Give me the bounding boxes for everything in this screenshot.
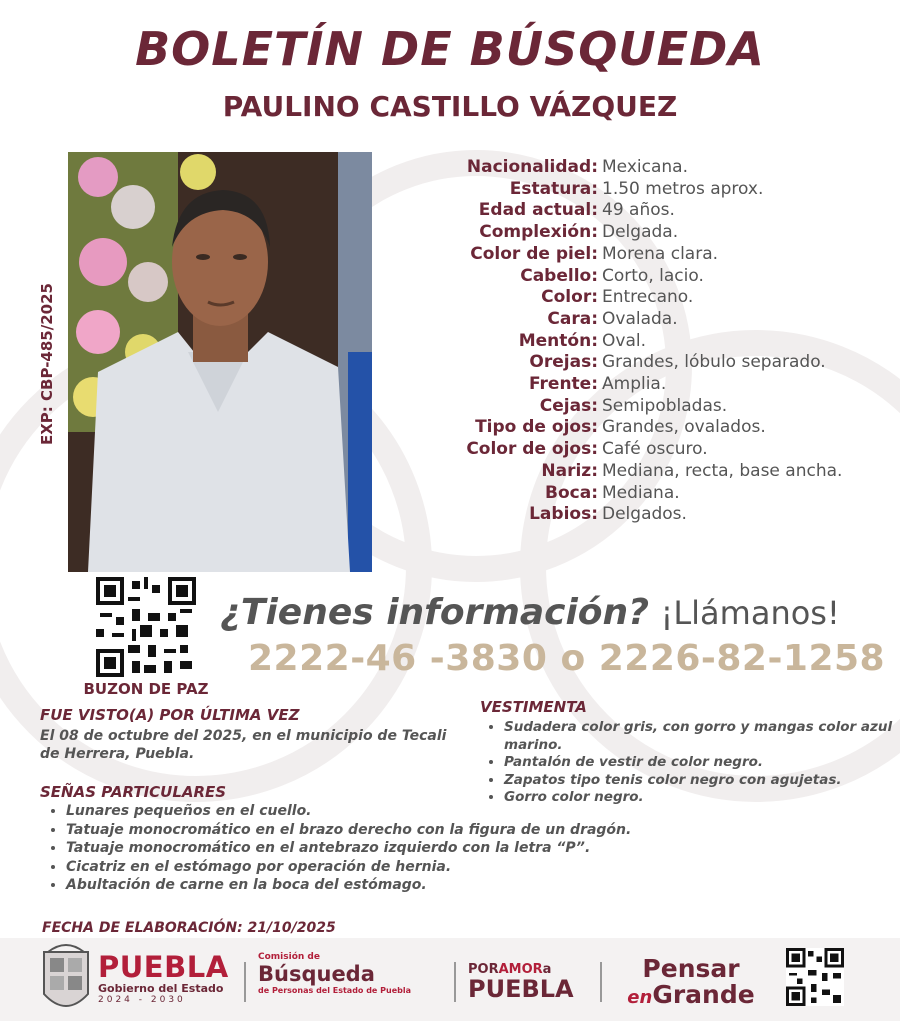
por-text: POR — [468, 962, 499, 977]
attribute-label: Estatura: — [509, 178, 598, 199]
busqueda-label: Búsqueda — [258, 962, 375, 986]
contact-question — [220, 592, 840, 633]
attribute-row — [420, 352, 890, 374]
state-seal-icon — [40, 942, 92, 1018]
puebla-text: PUEBLA — [468, 975, 574, 1003]
attribute-row — [420, 266, 890, 288]
personas-label: de Personas del Estado de Puebla — [258, 986, 411, 995]
attribute-label: Cejas: — [539, 395, 598, 416]
comision-busqueda-logo — [258, 952, 448, 995]
attribute-value: Semipobladas. — [602, 395, 728, 416]
attribute-value: Ovalada. — [602, 308, 678, 329]
attribute-value: Mediana, recta, base ancha. — [602, 460, 843, 481]
attribute-row — [420, 396, 890, 418]
attribute-label: Nariz: — [541, 460, 598, 481]
clothing-list — [482, 719, 900, 807]
attribute-row — [420, 157, 890, 179]
comision-label: Comisión de — [258, 952, 320, 962]
attribute-label: Complexión: — [479, 222, 598, 243]
attribute-row — [420, 287, 890, 309]
mark-item: • Abultación de carne en la boca del estómago. — [66, 876, 786, 895]
attribute-label: Cara: — [547, 308, 598, 329]
attribute-value: Oval. — [602, 330, 646, 351]
en-text: en — [627, 987, 653, 1008]
pensar-text: Pensar — [642, 954, 740, 983]
attribute-value: Morena clara. — [602, 243, 719, 264]
attribute-label: Edad actual: — [478, 200, 598, 221]
attribute-value: Mexicana. — [602, 157, 688, 177]
attribute-label: Mentón: — [518, 330, 598, 351]
clothing-item: • Zapatos tipo tenis color negro con agujetas. — [504, 772, 900, 790]
attribute-value: 1.50 metros aprox. — [602, 178, 764, 199]
physical-description — [420, 157, 890, 526]
attribute-row — [420, 179, 890, 201]
call-text: ¡Llámanos! — [660, 594, 840, 632]
attribute-value: Grandes, ovalados. — [602, 417, 766, 438]
attribute-row — [420, 374, 890, 396]
grande-text: Grande — [652, 980, 755, 1009]
attribute-label: Color: — [541, 287, 598, 308]
attribute-row — [420, 483, 890, 505]
footer-divider — [600, 962, 602, 1002]
por-amor-a-puebla-logo — [468, 962, 588, 1001]
years-label: 2024 - 2030 — [98, 995, 186, 1005]
mark-item: • Cicatriz en el estómago por operación de hernia. — [66, 858, 786, 877]
pensar-en-grande-logo — [616, 956, 766, 1011]
mark-item: • Tatuaje monocromático en el brazo derecho con la figura de un dragón. — [66, 821, 786, 840]
attribute-row — [420, 244, 890, 266]
mark-item: • Lunares pequeños en el cuello. — [66, 802, 786, 821]
phone-2[interactable]: 2226-82-1258 — [598, 638, 886, 679]
mark-item: • Tatuaje monocromático en el antebrazo izquierdo con la letra “P”. — [66, 839, 786, 858]
attribute-value: 49 años. — [602, 200, 675, 221]
buzon-qr-code[interactable] — [96, 577, 196, 677]
phone-numbers — [248, 638, 885, 679]
attribute-row — [420, 222, 890, 244]
elaboration-date: FECHA DE ELABORACIÓN: 21/10/2025 — [42, 920, 336, 936]
attribute-value: Grandes, lóbulo separado. — [602, 352, 826, 373]
attribute-value: Mediana. — [602, 482, 680, 503]
attribute-label: Cabello: — [520, 265, 598, 286]
attribute-label: Nacionalidad: — [466, 157, 598, 177]
clothing-title: VESTIMENTA — [480, 698, 587, 716]
attribute-row — [420, 439, 890, 461]
last-seen-text: El 08 de octubre del 2025, en el municipio de Tecali de Herrera, Puebla. — [40, 728, 447, 762]
attribute-row — [420, 461, 890, 483]
attribute-row — [420, 417, 890, 439]
attribute-value: Delgados. — [602, 504, 687, 525]
buzon-label: BUZON DE PAZ — [83, 680, 209, 698]
gobierno-label: Gobierno del Estado — [98, 982, 224, 995]
attribute-row — [420, 200, 890, 222]
missing-person-name: PAULINO CASTILLO VÁZQUEZ — [222, 90, 678, 123]
clothing-item: • Pantalón de vestir de color negro. — [504, 754, 900, 772]
footer-divider — [454, 962, 456, 1002]
attribute-value: Amplia. — [602, 374, 667, 395]
phone-1[interactable]: 2222-46 -3830 — [248, 638, 548, 679]
phone-separator: o — [560, 638, 586, 679]
attribute-label: Orejas: — [529, 352, 598, 373]
question-text: ¿Tienes información? — [220, 592, 650, 633]
attribute-label: Color de piel: — [470, 243, 598, 264]
gobierno-puebla-logo — [98, 952, 232, 1005]
a-text: a — [542, 962, 552, 977]
attribute-label: Boca: — [545, 482, 598, 503]
attribute-label: Color de ojos: — [466, 439, 598, 460]
marks-list — [44, 802, 786, 895]
expediente-number: EXP: CBP-485/2025 — [38, 283, 56, 445]
attribute-row — [420, 309, 890, 331]
clothing-item: • Gorro color negro. — [504, 789, 900, 807]
attribute-value: Delgada. — [602, 222, 679, 243]
attribute-label: Frente: — [529, 374, 598, 395]
puebla-wordmark: PUEBLA — [98, 950, 229, 984]
amor-text: AMOR — [498, 962, 543, 977]
last-seen-title: FUE VISTO(A) POR ÚLTIMA VEZ — [40, 706, 300, 724]
attribute-value: Corto, lacio. — [602, 265, 704, 286]
footer-divider — [244, 962, 246, 1002]
clothing-item: • Sudadera color gris, con gorro y mangas color azul marino. — [504, 719, 900, 754]
footer-qr-code[interactable] — [786, 948, 844, 1006]
attribute-row — [420, 331, 890, 353]
bulletin-title: BOLETÍN DE BÚSQUEDA — [135, 22, 765, 76]
attribute-label: Labios: — [529, 504, 598, 525]
attribute-label: Tipo de ojos: — [475, 417, 598, 438]
attribute-value: Entrecano. — [602, 287, 694, 308]
marks-title: SEÑAS PARTICULARES — [40, 783, 227, 801]
attribute-row — [420, 504, 890, 526]
person-photo — [68, 152, 372, 572]
attribute-value: Café oscuro. — [602, 439, 708, 460]
